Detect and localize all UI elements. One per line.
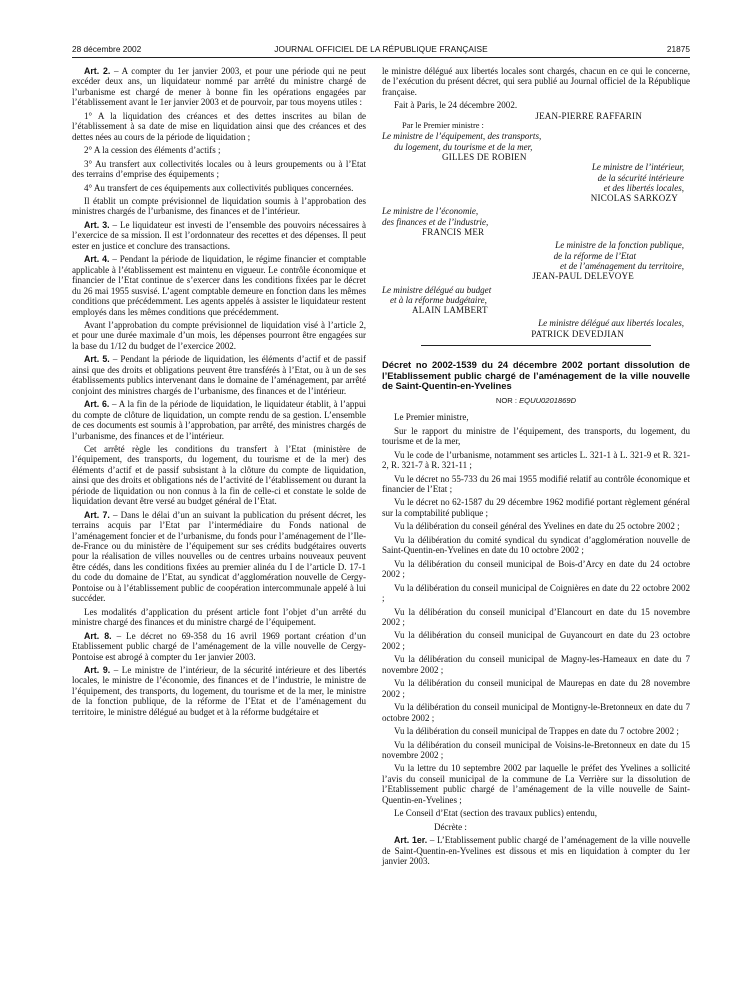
signature-budget-minister: Le ministre délégué au budget et à la réforme budgétaire, ALAIN LAMBERT (382, 284, 492, 316)
article-2-item-4: 4° Au transfert de ces équipements aux collectivités publiques concernées. (84, 182, 354, 193)
signature-local-liberties-minister: Le ministre délégué aux libertés locales, PATRICK DEVEDJIAN (531, 318, 684, 339)
header-rule (72, 57, 690, 58)
article-1: Art. 1er. – L’Etablissement public chargé de l’aménagement de la ville nouvelle de Saint-Quentin-en-Yvelines est dissous et mis en liquidation à compter du 1er janvier 2003. (382, 835, 690, 867)
decree-intro: Le Premier ministre, (394, 412, 469, 423)
signature-equipment-minister: Le ministre de l’équipement, des transports, du logement, du tourisme et de la mer, GILLES DE ROBIEN (382, 131, 542, 162)
vu-14: Vu la délibération du conseil municipal de Trappes en date du 7 octobre 2002 ; (394, 726, 679, 737)
article-2-item-3: 3° Au transfert aux collectivités locales ou à leurs groupements ou à l’Etat des terrains d’emprise des équipements ; (72, 158, 366, 180)
vu-16: Vu la lettre du 10 septembre 2002 par laquelle le préfet des Yvelines a sollicité l’avis du conseil municipal de la commune de La Verrière sur la dissolution de l’Etablissement public chargé de l’aménagement de la ville nouvelle de Saint-Quentin-en-Yvelines ; (382, 763, 690, 805)
signature-economy-minister: Le ministre de l’économie, des finances et de l’industrie, FRANCIS MER (382, 206, 489, 238)
article-7: Art. 7. – Dans le délai d’un an suivant la publication du présent décret, les terrains acquis par l’Etat par l’intermédiaire du Fonds national de l’aménagement foncier et de l’urbanisme, du fonds pour l’aménagement de l’Ile-de-France ou du ministère de l’équipement sur ses crédits budgétaires ouverts pour la réalisation de villes nouvelles ou de centres urbains nouveaux peuvent être cédés, dans les conditions fixées au premier alinéa du I de l’article D. 17-1 du code du domaine de l’Etat, au syndicat d’agglomération nouvelle de Cergy-Pontoise ou à l’établissement public de coopération intercommunale appelé à lui succéder. (72, 509, 366, 604)
signature-public-service-minister: Le ministre de la fonction publique, de la réforme de l’Etat et de l’aménagement du territoire, JEAN-PAUL DELEVOYE (532, 240, 684, 282)
vu-2: Vu le code de l’urbanisme, notamment ses articles L. 321-1 à L. 321-9 et R. 321-2, R. 321-7 à R. 321-11 ; (382, 449, 690, 471)
article-4: Art. 4. – Pendant la période de liquidation, le régime financier et comptable applicable à l’établissement est maintenu en vigueur. Le contrôle économique et financier de l’Etat continue de s’exercer dans les conditions fixées par le décret du 26 mai 1955 susvisé. L’agent comptable demeure en fonction dans les mêmes conditions que précédemment. Les agents appelés à assister le liquidateur restent employés dans les mêmes conditions que précédemment. (72, 254, 366, 317)
article-6-paragraph: Cet arrêté règle les conditions du transfert à l’Etat (ministère de l’équipement, des transports, du logement, du tourisme et de la mer) des éléments d’actif et de passif subsistant à la clôture du compte de liquidation, ainsi que des droits et obligations nés de l’activité de l’établissement ou durant la période de liquidation ou non connus à la fin de celle-ci et constate le solde de liquidation devant être versé au budget général de l’Etat. (72, 443, 366, 507)
article-2-item-2: 2° A la cession des éléments d’actifs ; (84, 145, 221, 156)
article-2: Art. 2. – A compter du 1er janvier 2003, et pour une période qui ne peut excéder deux ans, un liquidateur nommé par arrêté du ministre chargé de l’urbanisme est chargé de mener à bonne fin les opérations engagées par l’établissement avant le 1er janvier 2003 et de pourvoir, par tous moyens utiles : (72, 66, 366, 108)
header-journal-title: JOURNAL OFFICIEL DE LA RÉPUBLIQUE FRANÇAISE (274, 44, 488, 54)
vu-5: Vu la délibération du conseil général des Yvelines en date du 25 octobre 2002 ; (394, 521, 680, 532)
vu-6: Vu la délibération du comité syndical du syndicat d’agglomération nouvelle de Saint-Quentin-en-Yvelines en date du 10 octobre 2002 ; (382, 534, 690, 556)
decree-separator (421, 345, 651, 346)
article-5: Art. 5. – Pendant la période de liquidation, les éléments d’actif et de passif ainsi que des droits et obligations peuvent être transférés à l’Etat, ou à un de ses établissements publics intervenant dans le domaine de l’aménagement, par arrêté conjoint des ministres chargés de l’urbanisme, des finances et de l’intérieur. (72, 354, 366, 396)
article-8: Art. 8. – Le décret no 69-358 du 16 avril 1969 portant création d’un Etablissement public chargé de l’aménagement de la ville nouvelle de Cergy-Pontoise est abrogé à compter du 1er janvier 2003. (72, 630, 366, 662)
nor-reference: NOR : EQUU0201869D (495, 395, 577, 405)
header-page-number: 21875 (666, 44, 690, 54)
article-7-paragraph: Les modalités d’application du présent article font l’objet d’un arrêté du ministre chargé des finances et du ministre chargé de l’équipement. (72, 606, 366, 628)
vu-4: Vu le décret no 62-1587 du 29 décembre 1962 modifié portant règlement général sur la comptabilité publique ; (382, 497, 690, 518)
vu-9: Vu la délibération du conseil municipal d’Elancourt en date du 15 novembre 2002 ; (382, 606, 690, 627)
vu-17: Le Conseil d’Etat (section des travaux publics) entendu, (394, 808, 597, 819)
article-9: Art. 9. – Le ministre de l’intérieur, de la sécurité intérieure et des libertés locales, le ministre de l’économie, des finances et de l’industrie, le ministre de l’équipement, des transports, du logement, du tourisme et de la mer, le ministre de la fonction publique, de la réforme de l’Etat et de l’aménagement du territoire, le ministre délégué au budget et à la réforme budgétaire et (72, 665, 366, 717)
vu-8: Vu la délibération du conseil municipal de Coignières en date du 22 octobre 2002 ; (382, 582, 690, 604)
article-6: Art. 6. – A la fin de la période de liquidation, le liquidateur établit, à l’appui du compte de clôture de liquidation, un compte rendu de sa gestion. L’ensemble de ces documents est soumis à l’approbation, par arrêté, des ministres chargés de l’urbanisme, des finances et de l’intérieur. (72, 399, 366, 441)
header-date: 28 décembre 2002 (72, 44, 142, 54)
execution-clause: le ministre délégué aux libertés locales sont chargés, chacun en ce qui le concerne, de l’exécution du présent décret, qui sera publié au Journal officiel de la République française. (382, 66, 690, 97)
done-at-paris: Fait à Paris, le 24 décembre 2002. (394, 100, 518, 111)
article-3: Art. 3. – Le liquidateur est investi de l’ensemble des pouvoirs nécessaires à l’exercice de sa mission. Il est l’ordonnateur des recettes et des dépenses. Il peut ester en justice et conclure des transactions. (72, 219, 366, 251)
vu-13: Vu la délibération du conseil municipal de Montigny-le-Bretonneux en date du 7 octobre 2002 ; (382, 702, 690, 723)
vu-3: Vu le décret no 55-733 du 26 mai 1955 modifié relatif au contrôle économique et financier de l’Etat ; (382, 473, 690, 494)
vu-7: Vu la délibération du conseil municipal de Bois-d’Arcy en date du 24 octobre 2002 ; (382, 558, 690, 580)
vu-12: Vu la délibération du conseil municipal de Maurepas en date du 28 novembre 2002 ; (382, 678, 690, 699)
vu-15: Vu la délibération du conseil municipal de Voisins-le-Bretonneux en date du 15 novembre 2002 ; (382, 739, 690, 760)
vu-1: Sur le rapport du ministre de l’équipement, des transports, du logement, du tourisme et de la mer, (382, 425, 690, 447)
signature-by-line: Par le Premier ministre : (402, 121, 484, 131)
page-header (72, 44, 690, 58)
article-4-paragraph: Avant l’approbation du compte prévisionnel de liquidation visé à l’article 2, et pour une durée maximale d’un mois, les dépenses pourront être engagées sur la base du 1/12 du budget de l’exercice 2002. (72, 319, 366, 351)
right-column (382, 66, 690, 870)
left-column (72, 66, 366, 720)
decrees-heading: Décrète : (434, 821, 467, 832)
vu-10: Vu la délibération du conseil municipal de Guyancourt en date du 23 octobre 2002 ; (382, 630, 690, 651)
signature-interior-minister: Le ministre de l’intérieur, de la sécurité intérieure et des libertés locales, NICOLAS SARKOZY (590, 162, 684, 204)
article-2-paragraph: Il établit un compte prévisionnel de liquidation soumis à l’approbation des ministres chargés de l’urbanisme, des finances et de l’intérieur. (72, 195, 366, 217)
vu-11: Vu la délibération du conseil municipal de Magny-les-Hameaux en date du 7 novembre 2002 ; (382, 654, 690, 675)
article-2-item-1: 1° A la liquidation des créances et des dettes inscrites au bilan de l’établissement à sa date de mise en liquidation ainsi que des créances et des dettes nées au cours de la période de liquidation ; (72, 110, 366, 142)
signature-prime-minister: JEAN-PIERRE RAFFARIN (535, 110, 642, 121)
decree-title: Décret no 2002-1539 du 24 décembre 2002 portant dissolution de l’Etablissement public chargé de l’aménagement de la ville nouvelle de Saint-Quentin-en-Yvelines (382, 359, 690, 392)
